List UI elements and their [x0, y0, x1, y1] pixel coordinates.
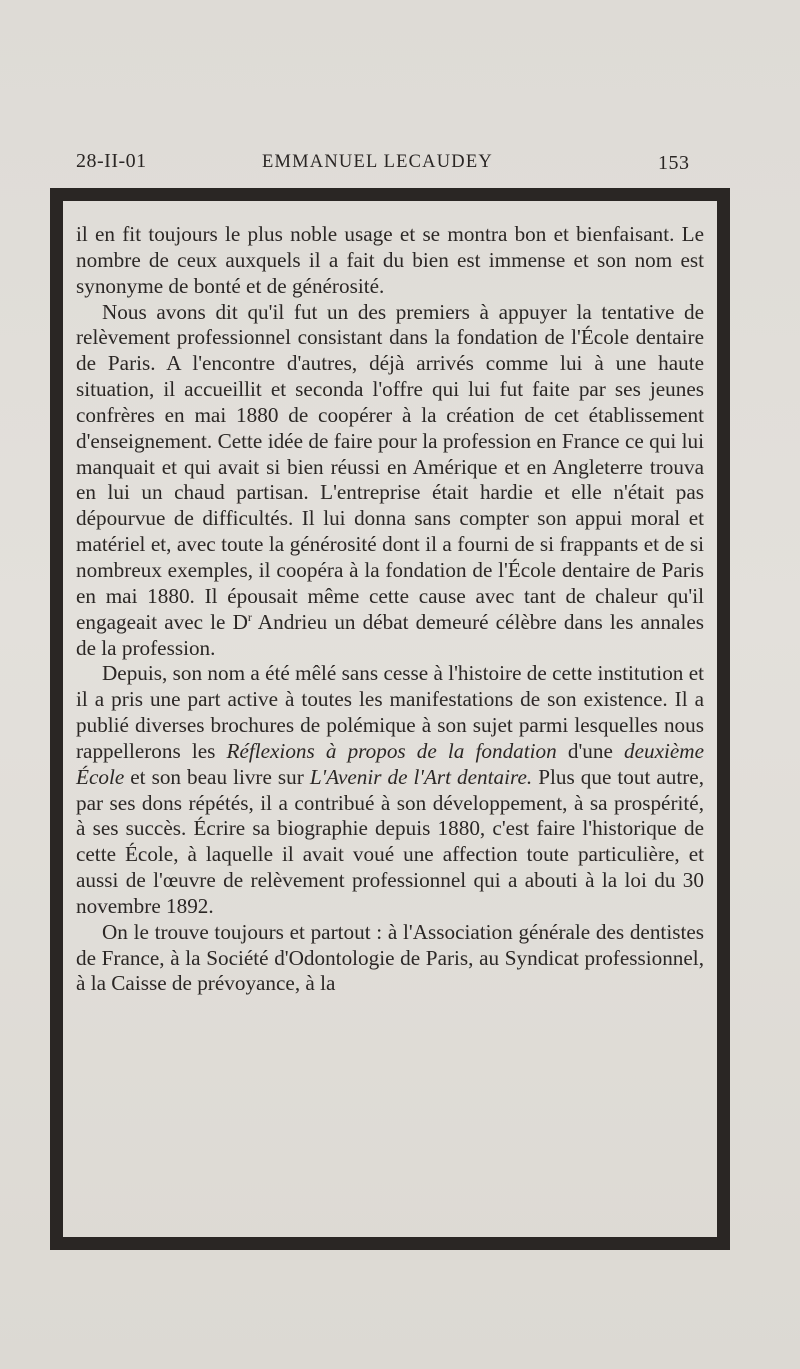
paragraph-text: d'une [556, 738, 624, 763]
running-title: EMMANUEL LECAUDEY [262, 152, 493, 172]
paragraph-text: Plus que tout autre, par ses dons répétés, il a contribué à son développement, à sa prospérité, à ses succès. Écrire sa biographie depuis 1880, c'est faire l'historique de cette École, à laquelle il avait voué une affection toute particulière, et aussi de l'œuvre de relèvement professionnel qui a abouti à la loi du 30 novembre 1892. [76, 764, 705, 918]
italic-title: Réflexions à propos de la fondation [226, 738, 557, 763]
article-body [76, 222, 704, 997]
italic-title: deuxième École [76, 738, 704, 789]
paragraph-text: Nous avons dit qu'il fut un des premiers à appuyer la tentative de relèvement professionnel consistant dans la fondation de l'École dentaire de Paris. A l'encontre d'autres, déjà arrivés comme lui à une haute situation, il accueillit et seconda l'offre qui lui fut faite par ses jeunes confrères en mai 1880 de coopérer à la création de cet établissement d'enseignement. Cette idée de faire pour la profession en France ce qui lui manquait et qui avait si bien réussi en Amérique et en Angleterre trouva en lui un chaud partisan. L'entreprise était hardie et elle n'était pas dépourvue de difficultés. Il lui donna sans compter son appui moral et matériel et, avec toute la générosité dont il a fourni de si frappants et de si nombreux exemples, il coopéra à la fondation de l'École dentaire de Paris en mai 1880. Il épousait même cette cause avec tant de chaleur qu'il engageait avec le D [76, 299, 704, 634]
paragraph-text: Depuis, son nom a été mêlé sans cesse à l'histoire de cette institution et il a pris une part active à toutes les manifestations de son existence. Il a publié diverses brochures de polémique à son sujet parmi lesquelles nous rappellerons les [76, 661, 704, 763]
running-head [0, 150, 800, 178]
paragraph-text: Andrieu un débat demeuré célèbre dans les annales de la profession. [76, 609, 704, 660]
page-number: 153 [658, 152, 690, 174]
paragraph-associations: On le trouve toujours et partout : à l'Association générale des dentistes de France, à la Société d'Odontologie de Paris, au Syndicat professionnel, à la Caisse de prévoyance, à la [76, 919, 704, 996]
paragraph-text: et son beau livre sur [124, 764, 310, 789]
paragraph-continuation: il en fit toujours le plus noble usage et se montra bon et bienfaisant. Le nombre de ceux auxquels il a fait du bien est immense et son nom est synonyme de bonté et de générosité. [76, 222, 704, 298]
italic-title: L'Avenir de l'Art dentaire. [309, 764, 533, 789]
paragraph-ecole-foundation [76, 300, 704, 662]
paragraph-institution-history [76, 661, 704, 919]
date-label: 28-II-01 [76, 150, 147, 172]
superscript: r [247, 609, 252, 624]
